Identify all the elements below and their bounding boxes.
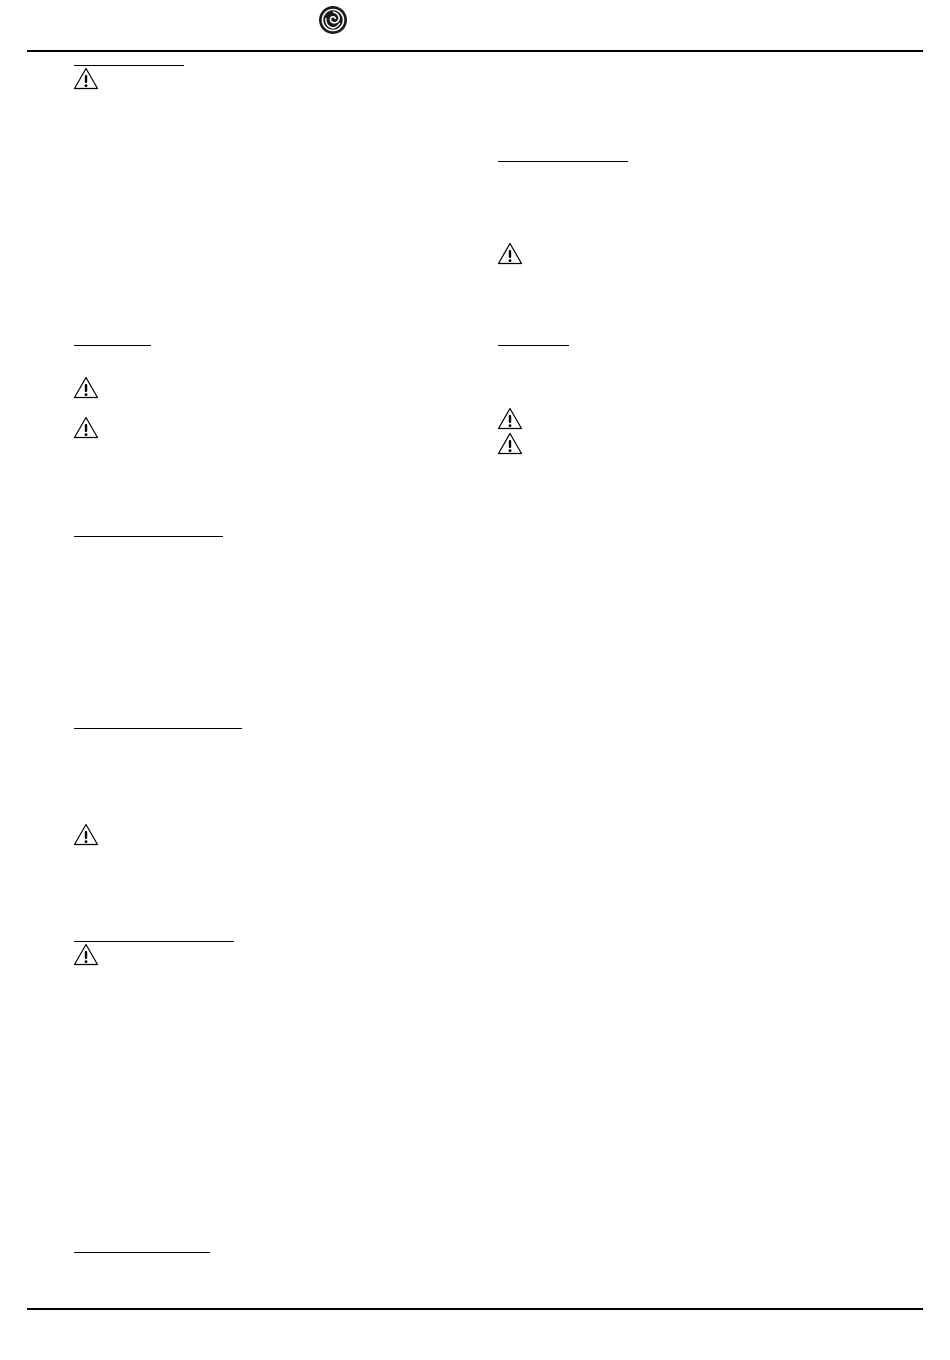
warning-triangle-icon [497,432,523,455]
section-heading-underline [74,941,234,942]
header-rule [27,50,923,52]
brand-logo-icon [318,5,348,35]
section-heading-underline [498,161,628,162]
section-heading-underline [74,1252,210,1253]
section-heading-underline [74,345,151,346]
warning-triangle-icon [497,242,523,265]
warning-triangle-icon [73,376,99,399]
section-heading-underline [74,536,223,537]
warning-triangle-icon [73,823,99,846]
warning-triangle-icon [73,943,99,966]
warning-triangle-icon [497,407,523,430]
warning-triangle-icon [73,416,99,439]
section-heading-underline [74,728,242,729]
warning-triangle-icon [73,67,99,90]
footer-rule [27,1308,923,1310]
section-heading-underline [498,345,569,346]
section-heading-underline [74,65,184,66]
